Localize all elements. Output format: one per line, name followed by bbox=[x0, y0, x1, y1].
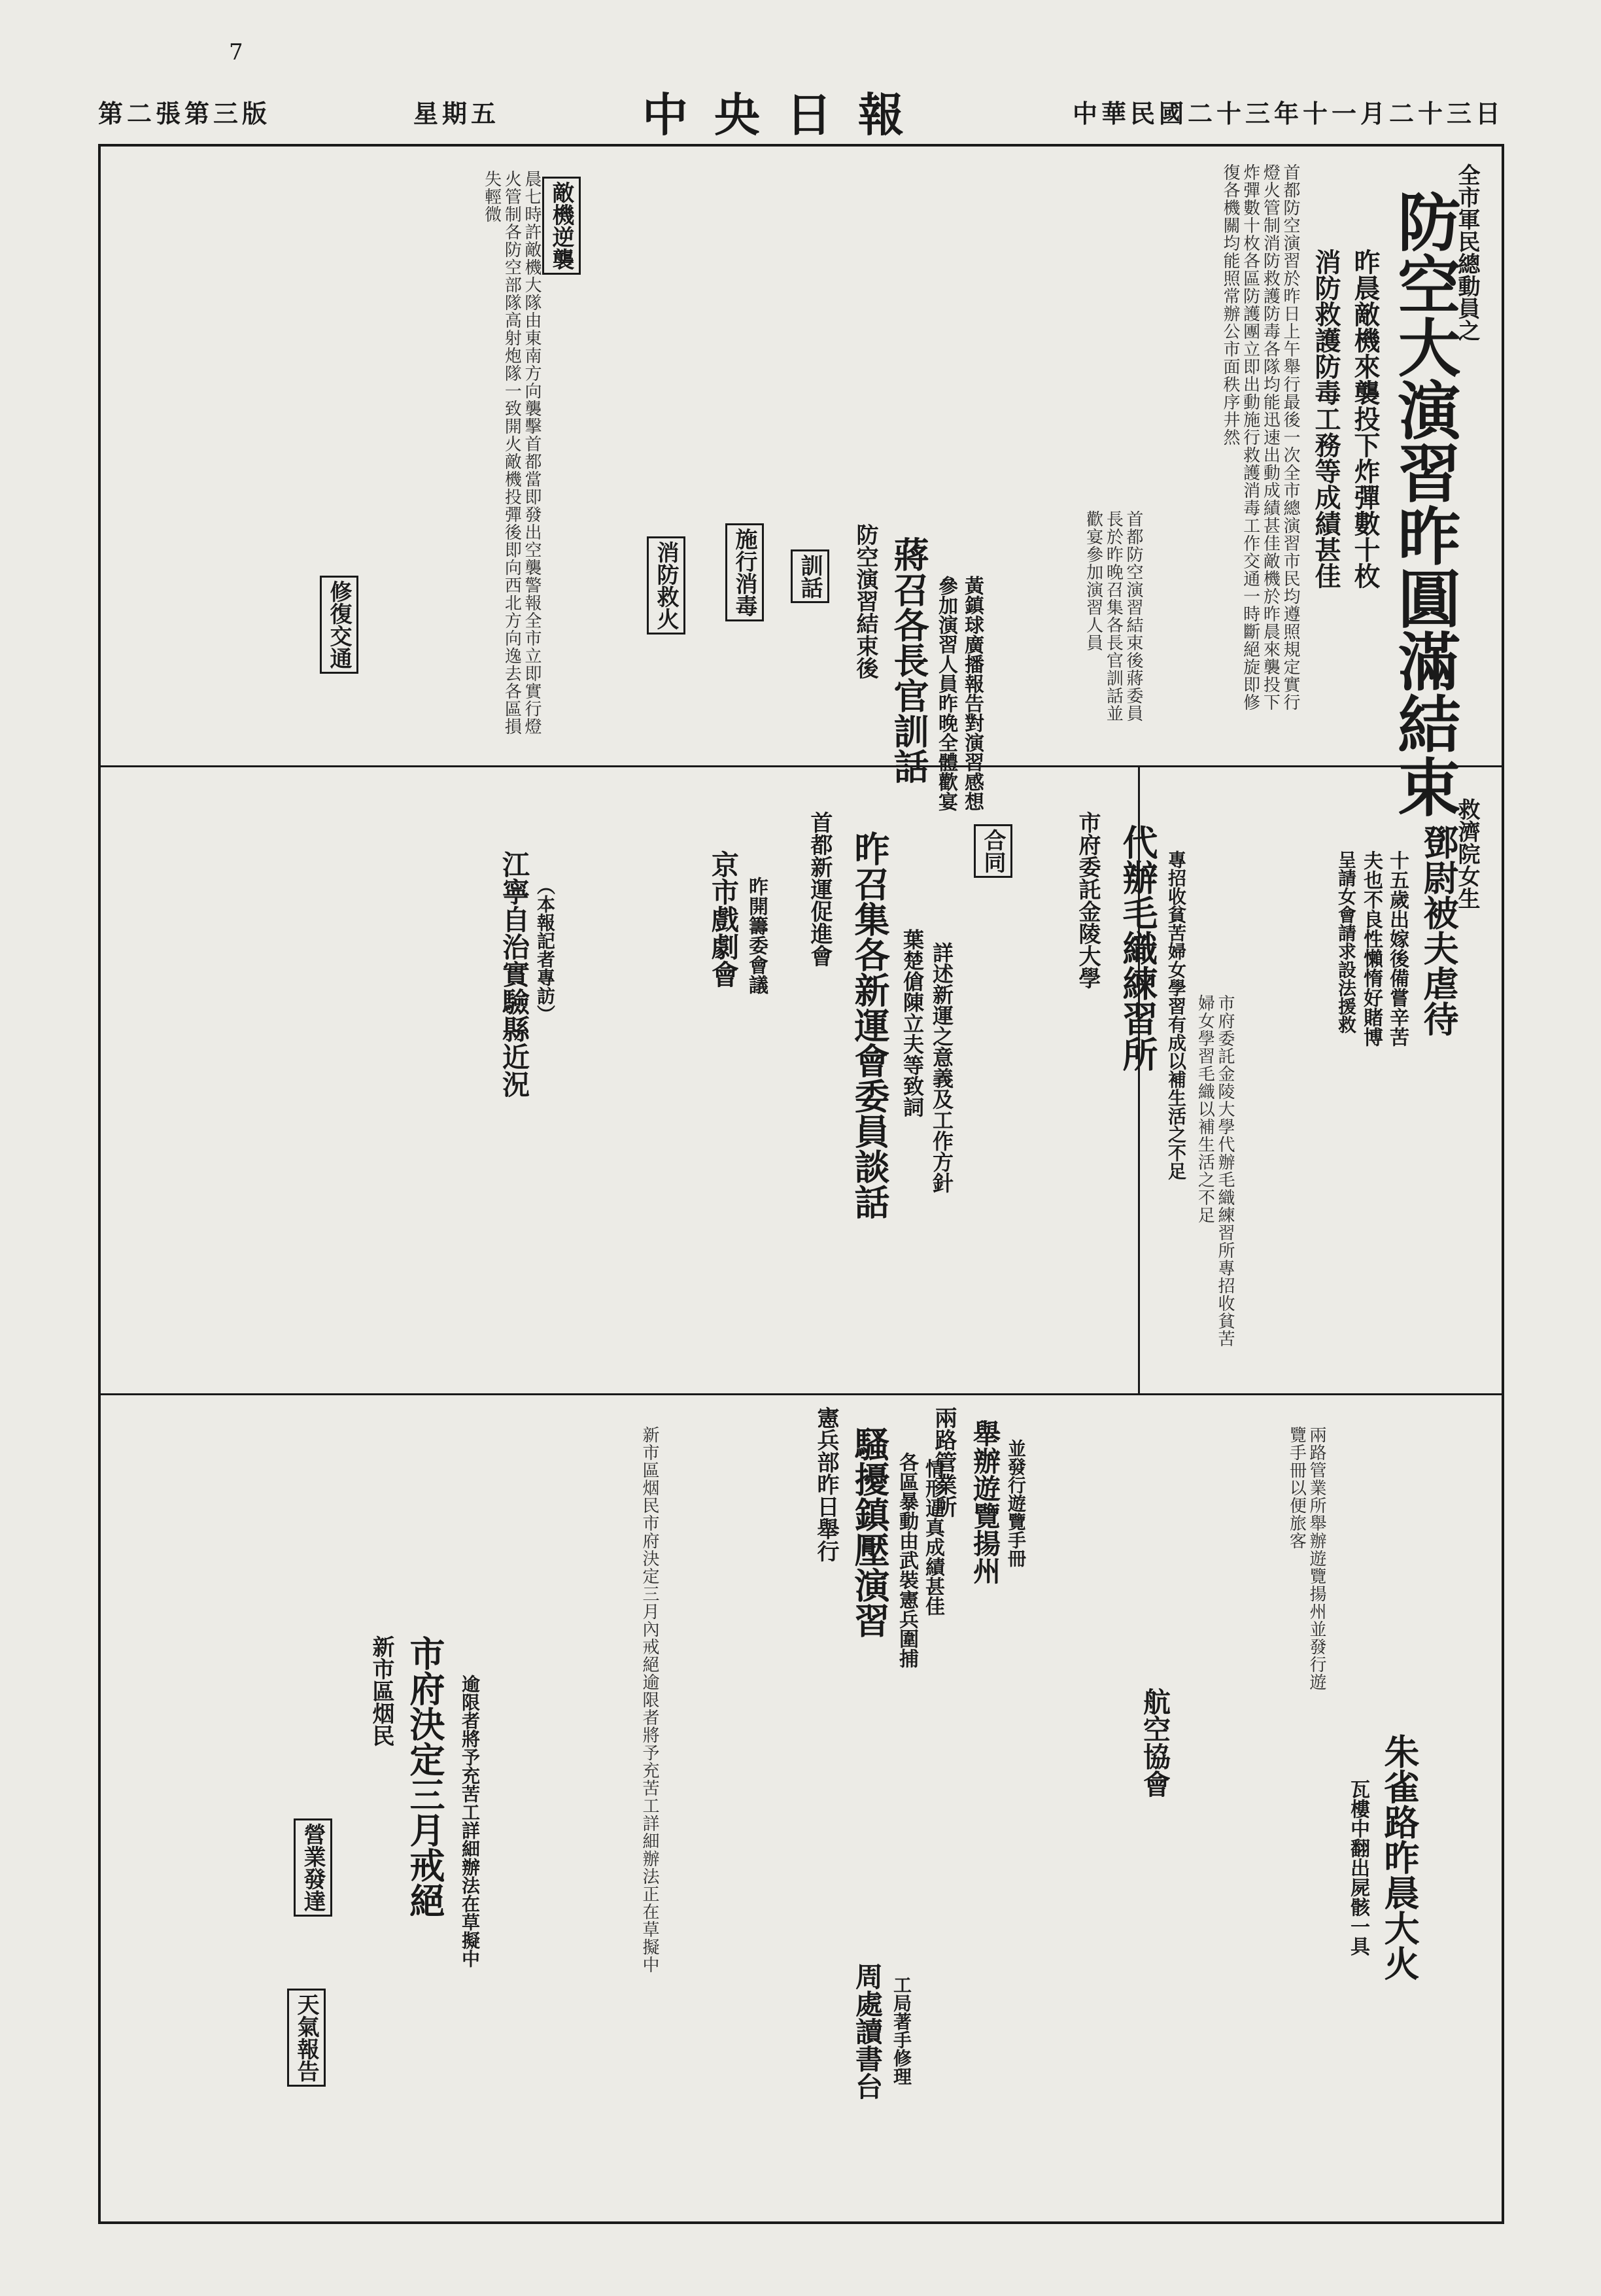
masthead-paper-name: 中央日報 bbox=[642, 87, 930, 142]
announce-subhead: 工局著手修理 bbox=[891, 1975, 912, 2085]
deng-headline: 鄧尉被夫虐待 bbox=[1418, 824, 1460, 1036]
opium-kicker: 新市區烟民 bbox=[368, 1635, 394, 1747]
gendarme-headline: 騷擾鎮壓演習 bbox=[849, 1426, 891, 1638]
announce-headline: 周處讀書台 bbox=[852, 1962, 884, 2100]
rule-row2 bbox=[98, 1393, 1504, 1395]
newlife-kicker: 首都新運促進會 bbox=[806, 811, 833, 967]
wool-headline: 代辦毛織練習所 bbox=[1117, 824, 1159, 1071]
ad-box-1: 營業發達 bbox=[294, 1818, 332, 1917]
opium-headline: 市府決定三月戒絕 bbox=[404, 1635, 446, 1918]
lead-subhead-2: 消防救護防毒工務等成績甚佳 bbox=[1311, 249, 1341, 589]
masthead-weekday: 星期五 bbox=[413, 98, 500, 128]
chiang-kicker: 防空演習結束後 bbox=[852, 523, 878, 679]
masthead bbox=[98, 85, 1504, 142]
newlife-headline: 昨召集各新運會委員談話 bbox=[849, 831, 891, 1219]
lead-box-label: 敵機逆襲 bbox=[542, 177, 581, 275]
jiangning-headline: 江寧自治實驗縣近況 bbox=[498, 850, 530, 1098]
masthead-date: 中華民國二十三年十一月二十三日 bbox=[1072, 98, 1504, 128]
theatre-subhead: 昨開籌委會議 bbox=[745, 877, 768, 994]
wool-subhead: 專招收貧苦婦女學習有成以補生活之不足 bbox=[1165, 850, 1187, 1180]
deng-subhead-3: 呈請女會請求設法援救 bbox=[1335, 850, 1357, 1034]
jiangning-subhead: （本報記者專訪） bbox=[534, 877, 556, 1023]
deng-subhead-2: 夫也不良性懶惰好賭博 bbox=[1360, 850, 1383, 1047]
page-corner-mark: 7 bbox=[229, 39, 243, 65]
gendarme-subhead-1: 各區暴動由武裝憲兵圍捕 bbox=[895, 1452, 918, 1668]
chiang-headline: 蔣召各長官訓話 bbox=[888, 536, 930, 784]
gendarme-subhead-2: 情形逼真成績甚佳 bbox=[921, 1459, 944, 1616]
fire-box: 消防救火 bbox=[647, 536, 685, 635]
newlife-subhead-1: 葉楚傖陳立夫等致詞 bbox=[900, 929, 925, 1117]
chiang-box: 訓話 bbox=[791, 549, 829, 603]
lead-subhead-1: 昨晨敵機來襲投下炸彈數十枚 bbox=[1350, 249, 1381, 589]
gas-box: 施行消毒 bbox=[725, 523, 764, 621]
chiang-subhead: 參加演習人員昨晚全體歡宴 bbox=[935, 576, 957, 811]
body-block-c: 新市區烟民市府決定三月內戒絕逾限者將予充苦工詳細辦法正在草擬中 bbox=[640, 1426, 659, 1974]
fire2-headline: 朱雀路昨晨大火 bbox=[1379, 1733, 1420, 1981]
lead-body-2: 晨七時許敵機大隊由東南方向襲擊首都當即發出空襲警報全市立即實行燈火管制各防空部隊高射炮隊一致開火敵機投彈後即向西北方向逸去各區損失輕微 bbox=[481, 170, 542, 735]
tour-kicker: 兩路管業所 bbox=[931, 1406, 957, 1518]
wool-kicker: 市府委託金陵大學 bbox=[1075, 811, 1101, 989]
opium-subhead: 逾限者將予充苦工詳細辦法在草擬中 bbox=[459, 1675, 481, 1968]
deng-kicker: 救濟院女生 bbox=[1454, 798, 1480, 909]
rule-row1 bbox=[98, 765, 1145, 767]
lead-body: 首都防空演習於昨日上午舉行最後一次全市總演習市民均遵照規定實行燈火管制消防救護防毒各隊均能迅速出動成績甚佳敵機於昨晨來襲投下炸彈數十枚各區防護團立即出動施行救護消毒工作交通一時斷絕旋即修復各機關均能照常辦公市面秩序井然 bbox=[1220, 164, 1300, 711]
lead-headline: 防空大演習昨圓滿結束 bbox=[1388, 190, 1462, 818]
theatre-headline: 京市戲劇會 bbox=[708, 850, 740, 988]
body-block-b: 市府委託金陵大學代辦毛織練習所專招收貧苦婦女學習毛織以補生活之不足 bbox=[1195, 994, 1235, 1348]
tour-headline: 舉辦遊覽揚州 bbox=[969, 1419, 1001, 1584]
body-block-a: 首都防空演習結束後蔣委員長於昨晚召集各長官訓話並歡宴參加演習人員 bbox=[1083, 510, 1143, 722]
chiang-subhead-2: 黃鎮球廣播報告對演習感想 bbox=[961, 576, 984, 811]
gendarme-kicker: 憲兵部昨日舉行 bbox=[813, 1406, 839, 1562]
ad-box-2: 天氣報告 bbox=[287, 1989, 326, 2087]
body-block-d: 兩路管業所舉辦遊覽揚州並發行遊覽手冊以便旅客 bbox=[1286, 1426, 1326, 1691]
deng-subhead-1: 十五歲出嫁後備嘗辛苦 bbox=[1386, 850, 1409, 1047]
fire2-subhead: 瓦樓中翻出屍骸一具 bbox=[1347, 1779, 1369, 1956]
repair-box: 修復交通 bbox=[320, 576, 358, 674]
aviation-assoc-headline: 航空協會 bbox=[1139, 1688, 1171, 1798]
tour-subhead: 並發行遊覽手冊 bbox=[1005, 1439, 1027, 1567]
newlife-subhead-2: 詳述新運之意義及工作方針 bbox=[929, 942, 954, 1193]
lead-kicker: 全市軍民總動員之 bbox=[1454, 164, 1480, 341]
wool-box: 合同 bbox=[974, 824, 1012, 878]
masthead-section: 第二張第三版 bbox=[98, 98, 271, 128]
